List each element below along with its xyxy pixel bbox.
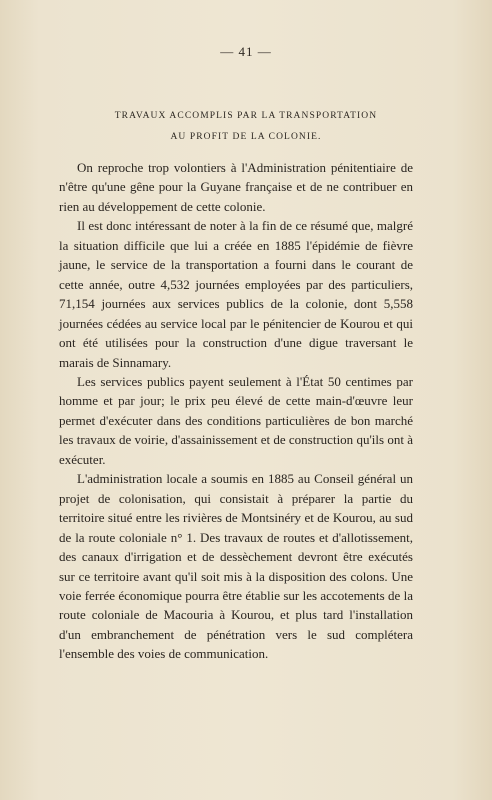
section-title	[40, 106, 452, 148]
paragraph-4: L'administration locale a soumis en 1885 au Conseil général un projet de colonisation, qui consistait à préparer la partie du territoire situé entre les rivières de Montsinéry et de Kourou, au sud de la route coloniale n° 1. Des travaux de routes et d'allotissement, des canaux d'irrigation et de dessèchement devront être exécutés sur ce territoire avant qu'il soit mis à la disposition des colons. Une voie ferrée économique pourra être établie sur les accotements de la route coloniale de Macouria à Kourou, et plus tard l'installation d'un embranchement de pénétration vers le sud complétera l'ensemble des voies de communication.	[59, 471, 413, 662]
paragraph-2: Il est donc intéressant de noter à la fin de ce résumé que, malgré la situation difficile que lui a créée en 1885 l'épidémie de fièvre jaune, le service de la transportation a fourni dans le courant de cette année, outre 4,532 journées employées par des particuliers, 71,154 journées aux services publics de la colonie, dont 5,558 journées cédées au service local par le pénitencier de Kourou et qui ont été utilisées pour la construction d'une digue traversant le marais de Sinnamary.	[59, 218, 413, 370]
page-number: — 41 —	[220, 44, 272, 59]
paragraph-3: Les services publics payent seulement à l'État 50 centimes par homme et par jour; le prix peu élevé de cette main-d'œuvre leur permet d'exécuter dans des conditions particulières de bon marché les travaux de voirie, d'assainissement et de construction qu'ils ont à exécuter.	[59, 373, 413, 467]
paragraph-1: On reproche trop volontiers à l'Administration pénitentiaire de n'être qu'une gêne pour la Guyane française et de ne contribuer en rien au développement de cette colonie.	[59, 160, 413, 214]
section-title-line-2: AU PROFIT DE LA COLONIE.	[170, 132, 322, 142]
body-text	[59, 158, 413, 664]
section-title-line-1: TRAVAUX ACCOMPLIS PAR LA TRANSPORTATION	[114, 111, 378, 121]
